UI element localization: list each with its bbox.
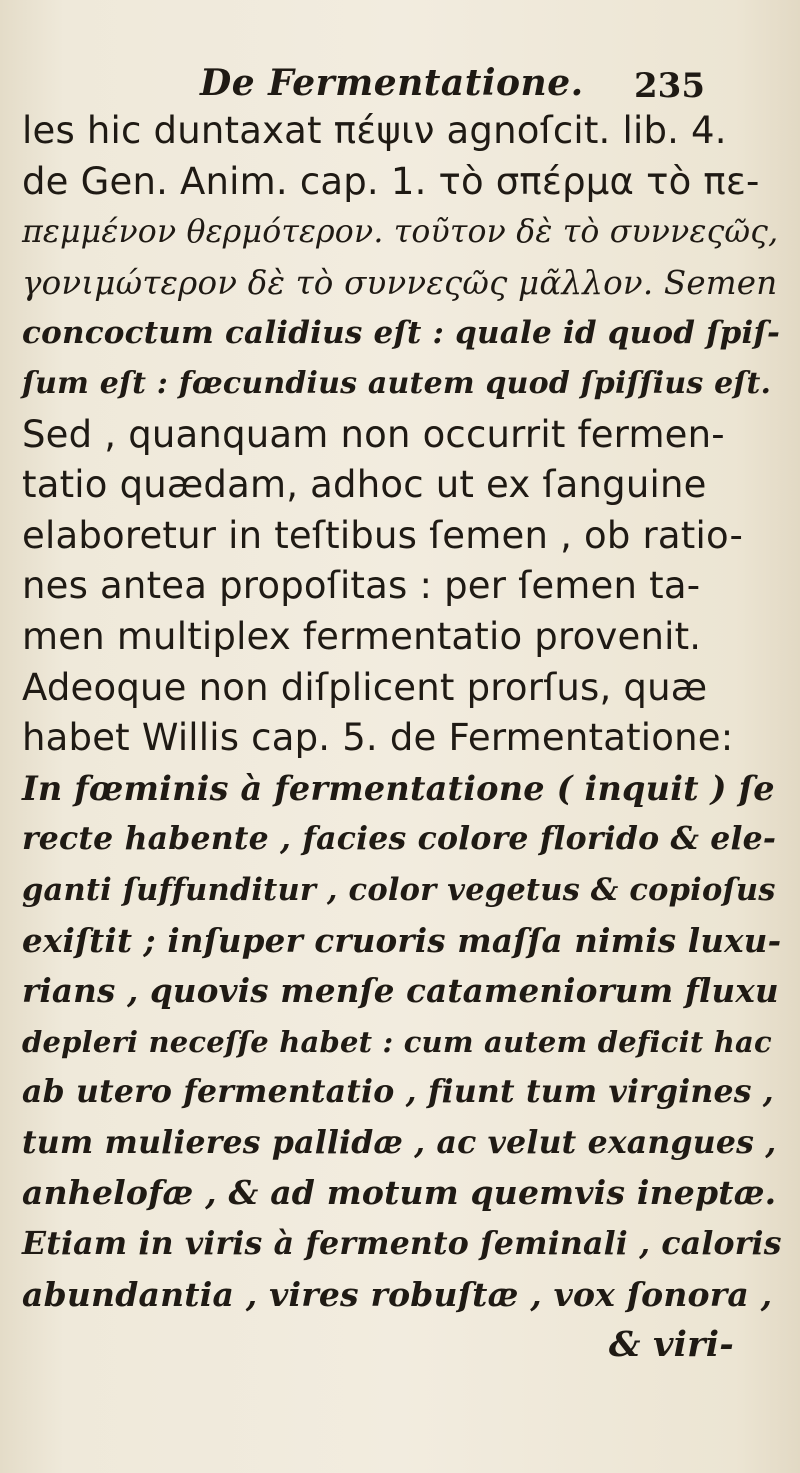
text-line: Adeoque non diſplicent prorſus, quæ bbox=[22, 665, 708, 709]
text-line: habet Willis cap. 5. de Fermentatione: bbox=[22, 716, 734, 760]
text-line: ſum eſt : fœcundius autem quod ſpiſſius eſt. bbox=[22, 365, 772, 401]
catchword-line: & viri- bbox=[608, 1324, 734, 1366]
text-line: Sed , quanquam non occurrit fermen- bbox=[22, 412, 725, 456]
text-line: anhelofæ , & ad motum quemvis ineptæ. bbox=[22, 1173, 777, 1213]
text-line: Etiam in viris à fermento ſeminali , caloris bbox=[22, 1225, 782, 1263]
text-line: ab utero fermentatio , fiunt tum virgines , bbox=[22, 1073, 774, 1111]
text-line: abundantia , vires robuſtæ , vox ſonora , bbox=[22, 1274, 773, 1314]
text-line: les hic duntaxat πέψιν agnoſcit. lib. 4. bbox=[22, 109, 727, 152]
running-title: De Fermentatione. bbox=[200, 62, 584, 104]
body-text bbox=[22, 106, 794, 1371]
text-line: recte habente , facies colore florido & ele- bbox=[22, 820, 777, 858]
text-block bbox=[22, 58, 794, 1371]
text-line: exiſtit ; inſuper cruoris maſſa nimis luxu- bbox=[22, 920, 782, 960]
page-header bbox=[22, 58, 794, 106]
text-line: tum mulieres pallidæ , ac velut exangues , bbox=[22, 1123, 777, 1161]
text-line: concoctum calidius eſt : quale id quod ſpiſ- bbox=[22, 315, 781, 352]
text-line: In fœminis à fermentatione ( inquit ) ſe bbox=[22, 768, 775, 808]
text-line: elaboretur in teſtibus ſemen , ob ratio- bbox=[22, 513, 744, 557]
text-line: tatio quædam, adhoc ut ex ſanguine bbox=[22, 463, 707, 507]
text-line: men multiplex fermentatio provenit. bbox=[22, 614, 702, 658]
text-line: depleri neceſſe habet : cum autem deficit hac bbox=[22, 1024, 772, 1059]
text-line: de Gen. Anim. cap. 1. τὸ σπέρμα τὸ πε- bbox=[22, 159, 760, 203]
text-line: nes antea propoſitas : per ſemen ta- bbox=[22, 564, 701, 608]
text-line: rians , quovis menſe catameniorum fluxu bbox=[22, 971, 779, 1011]
text-line: πεμμένον θερμότερον. τοῦτον δὲ τὸ συννεςῶς, bbox=[22, 214, 779, 251]
text-line: γονιμώτερον δὲ τὸ συννεςῶς μᾶλλον. Semen bbox=[22, 263, 778, 302]
text-line: ganti ſuffunditur , color vegetus & copioſus bbox=[22, 871, 776, 908]
page-number: 235 bbox=[634, 66, 705, 106]
